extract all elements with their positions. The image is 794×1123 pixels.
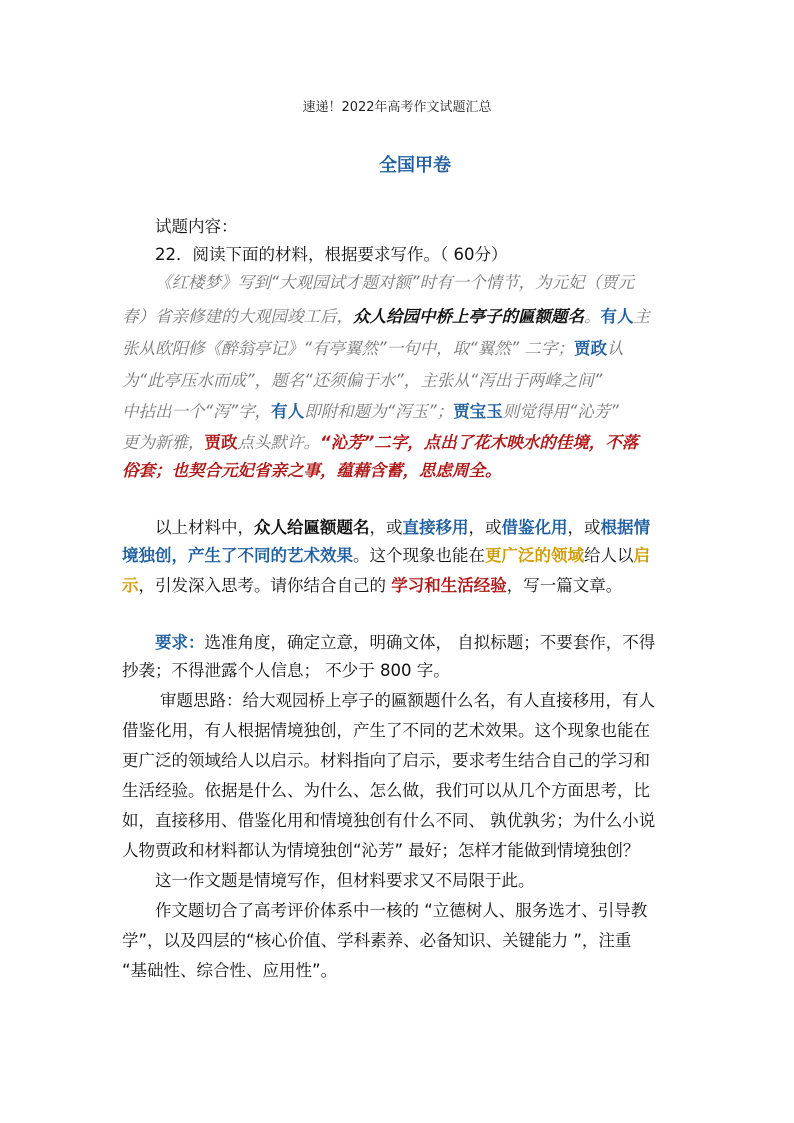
material-text: 即附和题为“泻玉”； [304, 402, 454, 421]
analysis-line-5: 如，直接移用、借鉴化用和情境独创有什么不同、 孰优孰劣；为什么小说 [122, 811, 656, 830]
instruction-highlight: 众人给匾额题名 [254, 518, 370, 537]
material-text: 主 [633, 307, 650, 326]
analysis-line-9: 学”，以及四层的“核心价值、学科素养、必备知识、关键能力 ”，注重 [122, 931, 632, 950]
material-name-highlight: 贾政 [204, 433, 238, 452]
material-line-2 [122, 304, 682, 330]
analysis-line-8: 作文题切合了高考评价体系中一核的 “立德树人、服务选才、引导教 [155, 901, 648, 920]
material-text: 更为新雅， [122, 433, 205, 452]
material-line-4: 为“此亭压水而成”，题名“还须偏于水”，主张从“泻出于两峰之间” [122, 371, 603, 390]
material-name-highlight: 贾政 [573, 339, 607, 358]
material-line-3 [122, 336, 682, 362]
instruction-line-3 [122, 573, 682, 599]
material-text: 春）省亲修建的大观园竣工后， [122, 307, 353, 326]
requirement-text: 选准角度，确定立意，明确文体， 自拟标题；不要套作，不得 [204, 633, 656, 652]
material-name-highlight: 贾宝玉 [453, 402, 503, 421]
document-title: 速递！2022年高考作文试题汇总 [302, 100, 492, 115]
material-text: 点头默许。 [237, 433, 320, 452]
question-prompt: 22．阅读下面的材料，根据要求写作。（ 60分） [155, 245, 508, 264]
material-name-highlight: 有人 [271, 402, 305, 421]
instruction-text: ，或 [369, 518, 403, 537]
material-text: 认 [606, 339, 624, 358]
instruction-text: 给人以 [584, 546, 634, 565]
instruction-text: 以上材料中， [155, 518, 254, 537]
instruction-highlight: 示 [122, 576, 139, 595]
material-name-highlight: 有人 [600, 307, 634, 326]
instruction-highlight: 借鉴化用 [501, 518, 568, 537]
material-text: 。 [584, 307, 601, 326]
instruction-highlight: 更广泛的领域 [485, 546, 584, 565]
material-line-6 [122, 430, 682, 456]
instruction-highlight: 根据情 [600, 518, 650, 537]
instruction-line-2 [122, 543, 682, 569]
material-conclusion-highlight: 俗套；也契合元妃省亲之事，蕴藉含蓄，思虑周全。 [122, 461, 502, 480]
material-highlight: 众人给园中桥上亭子的匾额题名 [353, 307, 584, 326]
instruction-text: 。这个现象也能在 [353, 546, 485, 565]
instruction-highlight: 学习和生活经验 [391, 576, 507, 595]
material-conclusion-highlight: “沁芳”二字，点出了花木映水的佳境，不落 [320, 433, 639, 452]
instruction-highlight: 直接移用 [402, 518, 469, 537]
instruction-line-1 [155, 515, 715, 541]
analysis-line-7: 这一作文题是情境写作，但材料要求又不局限于此。 [155, 871, 535, 890]
analysis-line-2: 借鉴化用，有人根据情境独创，产生了不同的艺术效果。这个现象也能在 [122, 721, 650, 740]
analysis-line-1: 审题思路：给大观园桥上亭子的匾额题什么名，有人直接移用，有人 [160, 691, 655, 710]
material-text: 中拈出一个“泻”字， [122, 402, 272, 421]
material-text: 张从欧阳修《醉翁亭记》“有亭翼然”一句中，取“翼然” 二字； [122, 339, 574, 358]
instruction-highlight: 启 [633, 546, 650, 565]
instruction-text: ，引发深入思考。请你结合自己的 [138, 576, 392, 595]
instruction-text: ，写一篇文章。 [506, 576, 623, 595]
question-label: 试题内容： [155, 217, 238, 236]
material-line-5 [122, 399, 682, 425]
instruction-highlight: 境独创，产生了不同的艺术效果 [122, 546, 353, 565]
instruction-text: ，或 [567, 518, 601, 537]
material-line-7 [122, 458, 682, 484]
analysis-line-3: 更广泛的领域给人以启示。材料指向了启示，要求考生结合自己的学习和 [122, 751, 650, 770]
requirement-line-1 [155, 630, 715, 656]
material-text: 则觉得用“沁芳” [502, 402, 619, 421]
requirement-line-2: 抄袭；不得泄露个人信息； 不少于 800 字。 [122, 661, 450, 680]
requirement-label: 要求： [155, 633, 205, 652]
analysis-line-10: “基础性、综合性、应用性”。 [122, 961, 338, 980]
instruction-text: ，或 [468, 518, 502, 537]
material-line-1: 《红楼梦》写到“大观园试才题对额”时有一个情节，为元妃（贾元 [155, 273, 635, 292]
analysis-line-4: 生活经验。依据是什么、为什么、怎么做，我们可以从几个方面思考，比 [122, 781, 650, 800]
section-title: 全国甲卷 [379, 155, 451, 176]
analysis-line-6: 人物贾政和材料都认为情境独创“沁芳” 最好；怎样才能做到情境独创？ [122, 841, 640, 860]
